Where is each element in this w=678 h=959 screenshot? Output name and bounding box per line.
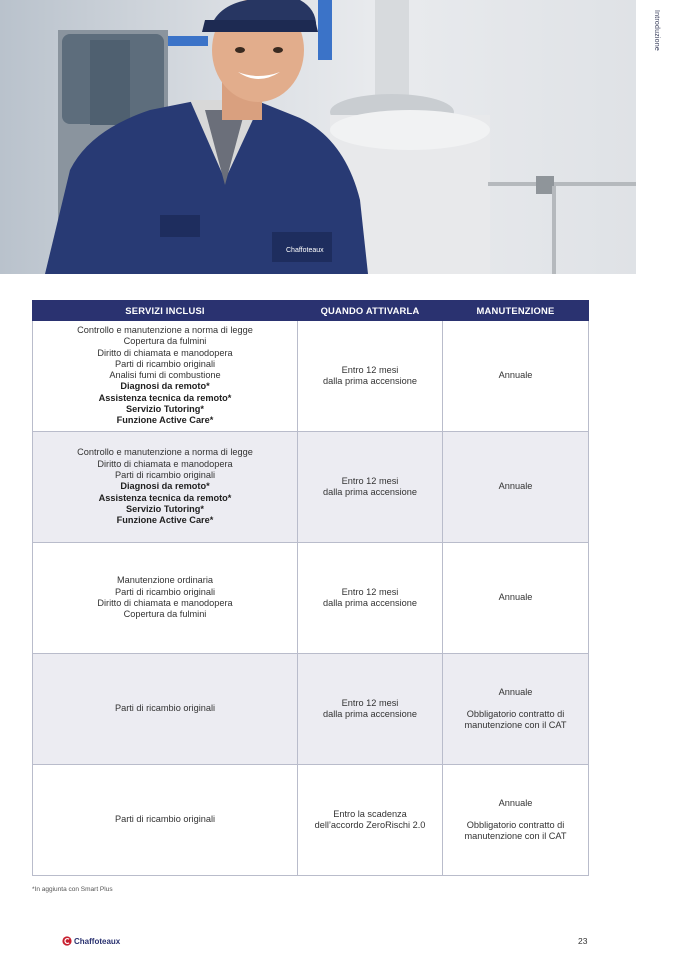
page-number: 23 [578,936,588,946]
service-item: Funzione Active Care* [116,515,214,526]
service-item: Controllo e manutenzione a norma di legge [77,447,253,458]
maintenance-cell [443,765,589,876]
table-row [33,765,589,876]
service-item: Parti di ricambio originali [114,814,216,825]
header-when: QUANDO ATTIVARLA [298,301,443,321]
maintenance-line: Obbligatorio contratto di [466,819,565,830]
service-item: Copertura da fulmini [123,609,207,620]
table-row [33,654,589,765]
activation-line: dalla prima accensione [323,487,417,497]
maintenance-gap [449,698,582,709]
service-item: Funzione Active Care* [116,415,214,426]
activation-line: Entro 12 mesi [341,697,399,708]
maintenance-line: manutenzione con il CAT [464,831,567,842]
maintenance-line: Annuale [498,592,533,603]
service-item: Parti di ricambio originali [114,358,216,369]
activation-line: dalla prima accensione [323,709,417,719]
activation-line: dalla prima accensione [323,598,417,608]
activation-line: Entro 12 mesi [341,475,399,486]
activation-line: dell’accordo ZeroRischi 2.0 [314,820,426,830]
services-cell [33,321,298,432]
activation-cell [298,765,443,876]
service-item: Diritto di chiamata e manodopera [97,458,233,469]
brand-name: Chaffoteaux [74,936,121,946]
chaffoteaux-logo-icon [62,936,72,946]
header-maintenance: MANUTENZIONE [443,301,589,321]
activation-line: Entro 12 mesi [341,586,399,597]
service-item: Parti di ricambio originali [114,470,216,481]
service-item: Analisi fumi di combustione [109,370,221,381]
maintenance-gap [449,809,582,820]
service-item: Assistenza tecnica da remoto* [98,392,232,403]
table-row [33,432,589,543]
activation-cell [298,321,443,432]
maintenance-line: Annuale [498,481,533,492]
activation-line: Entro la scadenza [333,808,407,819]
activation-cell [298,543,443,654]
badge-text: Chaffoteaux [286,247,324,254]
header-services: SERVIZI INCLUSI [33,301,298,321]
maintenance-cell [443,543,589,654]
service-item: Diagnosi da remoto* [120,481,210,492]
table-row [33,321,589,432]
activation-line: Entro 12 mesi [341,364,399,375]
brand-logo [62,936,120,946]
maintenance-line: Obbligatorio contratto di [466,708,565,719]
table-header-row [33,301,589,321]
maintenance-line: Annuale [498,370,533,381]
service-item: Copertura da fulmini [123,336,207,347]
footnote: *In aggiunta con Smart Plus [32,886,113,893]
service-item: Assistenza tecnica da remoto* [98,492,232,503]
maintenance-line: Annuale [498,797,533,808]
service-item: Parti di ricambio originali [114,703,216,714]
activation-line: dalla prima accensione [323,376,417,386]
services-cell [33,654,298,765]
hero-photo [0,0,636,274]
maintenance-cell [443,321,589,432]
services-cell [33,765,298,876]
service-item: Diritto di chiamata e manodopera [97,598,233,608]
activation-cell [298,654,443,765]
service-item: Parti di ricambio originali [114,586,216,597]
activation-cell [298,432,443,543]
service-item: Controllo e manutenzione a norma di legge [77,325,253,335]
services-table [32,300,589,876]
maintenance-line: Annuale [498,686,533,697]
maintenance-cell [443,432,589,543]
technician-photo [0,0,636,274]
table-row [33,543,589,654]
service-item: Servizio Tutoring* [126,503,204,514]
maintenance-line: manutenzione con il CAT [464,720,567,731]
maintenance-cell [443,654,589,765]
section-tab: Introduzione [653,10,660,51]
service-item: Diagnosi da remoto* [120,381,210,392]
service-item: Servizio Tutoring* [126,404,204,415]
services-cell [33,543,298,654]
service-item: Manutenzione ordinaria [116,575,214,586]
service-item: Diritto di chiamata e manodopera [97,347,233,358]
services-cell [33,432,298,543]
